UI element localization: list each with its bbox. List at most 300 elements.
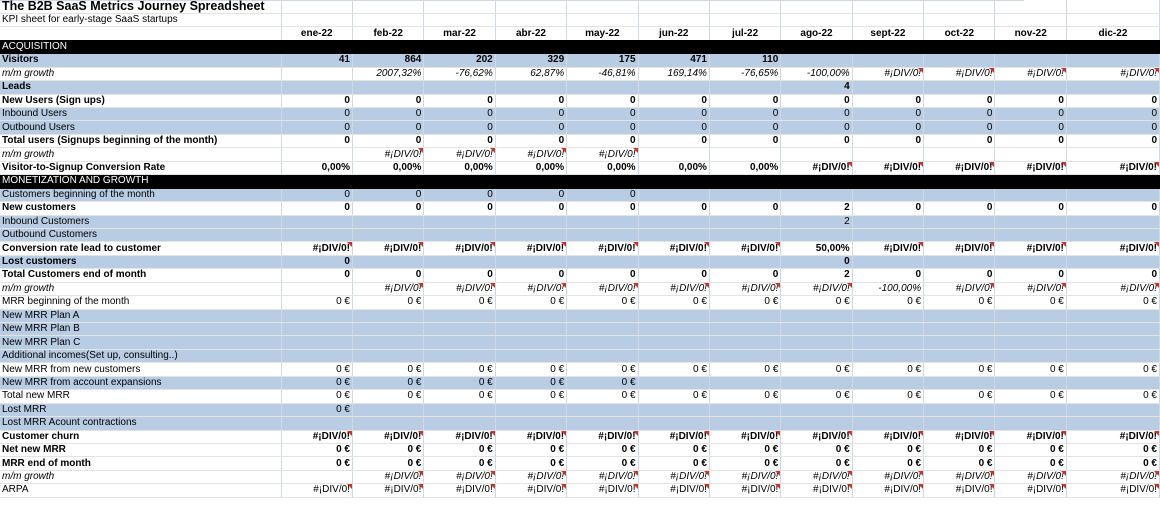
- value-cell[interactable]: 2007,32%: [352, 67, 423, 80]
- value-cell[interactable]: 0: [424, 188, 495, 201]
- value-cell[interactable]: [924, 336, 995, 349]
- value-cell[interactable]: #¡DIV/0!: [281, 484, 352, 497]
- value-cell[interactable]: [995, 376, 1066, 389]
- value-cell[interactable]: [281, 148, 352, 161]
- value-cell[interactable]: #¡DIV/0!: [852, 242, 923, 255]
- value-cell[interactable]: #¡DIV/0!: [852, 470, 923, 483]
- value-cell[interactable]: 0 €: [495, 296, 566, 309]
- section-label[interactable]: MONETIZATION AND GROWTH: [0, 175, 281, 188]
- value-cell[interactable]: [424, 255, 495, 268]
- value-cell[interactable]: 0: [495, 94, 566, 107]
- cell[interactable]: [638, 0, 709, 13]
- value-cell[interactable]: 329: [495, 54, 566, 67]
- value-cell[interactable]: [424, 228, 495, 241]
- value-cell[interactable]: 0: [352, 269, 423, 282]
- month-header-mar-22[interactable]: mar-22: [424, 27, 495, 40]
- value-cell[interactable]: [1066, 309, 1159, 322]
- value-cell[interactable]: [638, 215, 709, 228]
- row-label[interactable]: Additional incomes(Set up, consulting..): [0, 349, 281, 362]
- value-cell[interactable]: [638, 417, 709, 430]
- value-cell[interactable]: [852, 54, 923, 67]
- value-cell[interactable]: 0 €: [1066, 363, 1159, 376]
- value-cell[interactable]: 0: [638, 121, 709, 134]
- value-cell[interactable]: [852, 81, 923, 94]
- value-cell[interactable]: [638, 309, 709, 322]
- value-cell[interactable]: #¡DIV/0!: [709, 242, 780, 255]
- value-cell[interactable]: [281, 417, 352, 430]
- value-cell[interactable]: [424, 336, 495, 349]
- value-cell[interactable]: 0: [995, 121, 1066, 134]
- value-cell[interactable]: [1066, 215, 1159, 228]
- value-cell[interactable]: [281, 349, 352, 362]
- value-cell[interactable]: [638, 148, 709, 161]
- value-cell[interactable]: 0: [995, 202, 1066, 215]
- value-cell[interactable]: 0: [781, 121, 852, 134]
- value-cell[interactable]: [567, 228, 638, 241]
- value-cell[interactable]: [567, 323, 638, 336]
- value-cell[interactable]: [352, 336, 423, 349]
- value-cell[interactable]: 110: [709, 54, 780, 67]
- value-cell[interactable]: [709, 349, 780, 362]
- value-cell[interactable]: 0: [352, 108, 423, 121]
- row-label[interactable]: Lost customers: [0, 255, 281, 268]
- value-cell[interactable]: #¡DIV/0!: [567, 430, 638, 443]
- value-cell[interactable]: [1066, 148, 1159, 161]
- value-cell[interactable]: [281, 81, 352, 94]
- value-cell[interactable]: [709, 215, 780, 228]
- value-cell[interactable]: 0: [852, 94, 923, 107]
- value-cell[interactable]: [924, 81, 995, 94]
- value-cell[interactable]: 0 €: [638, 296, 709, 309]
- value-cell[interactable]: 0: [781, 255, 852, 268]
- section-label[interactable]: ACQUISITION: [0, 40, 281, 53]
- value-cell[interactable]: [852, 376, 923, 389]
- row-label[interactable]: Net new MRR: [0, 443, 281, 456]
- value-cell[interactable]: 0 €: [852, 390, 923, 403]
- value-cell[interactable]: 0 €: [567, 457, 638, 470]
- value-cell[interactable]: 0 €: [495, 443, 566, 456]
- row-label[interactable]: Inbound Customers: [0, 215, 281, 228]
- value-cell[interactable]: 0: [495, 121, 566, 134]
- row-label[interactable]: Customer churn: [0, 430, 281, 443]
- value-cell[interactable]: [567, 403, 638, 416]
- value-cell[interactable]: #¡DIV/0!: [495, 148, 566, 161]
- value-cell[interactable]: 0: [495, 188, 566, 201]
- value-cell[interactable]: [281, 309, 352, 322]
- value-cell[interactable]: 2: [781, 202, 852, 215]
- value-cell[interactable]: #¡DIV/0!: [567, 470, 638, 483]
- value-cell[interactable]: [709, 188, 780, 201]
- value-cell[interactable]: 0 €: [1066, 443, 1159, 456]
- value-cell[interactable]: [995, 228, 1066, 241]
- value-cell[interactable]: [924, 215, 995, 228]
- cell[interactable]: [281, 0, 352, 13]
- value-cell[interactable]: #¡DIV/0!: [567, 282, 638, 295]
- value-cell[interactable]: #¡DIV/0!: [924, 430, 995, 443]
- value-cell[interactable]: [781, 148, 852, 161]
- cell[interactable]: [924, 13, 995, 26]
- value-cell[interactable]: 0: [924, 121, 995, 134]
- sheet-subtitle[interactable]: KPI sheet for early-stage SaaS startups: [0, 13, 281, 26]
- value-cell[interactable]: 0: [281, 255, 352, 268]
- value-cell[interactable]: [424, 81, 495, 94]
- value-cell[interactable]: 4: [781, 81, 852, 94]
- cell[interactable]: [638, 13, 709, 26]
- value-cell[interactable]: [995, 215, 1066, 228]
- value-cell[interactable]: 0 €: [424, 443, 495, 456]
- row-label[interactable]: Visitor-to-Signup Conversion Rate: [0, 161, 281, 174]
- cell[interactable]: [424, 0, 495, 13]
- value-cell[interactable]: #¡DIV/0!: [495, 282, 566, 295]
- value-cell[interactable]: #¡DIV/0!: [781, 161, 852, 174]
- value-cell[interactable]: 0: [567, 94, 638, 107]
- value-cell[interactable]: 50,00%: [781, 242, 852, 255]
- value-cell[interactable]: 0 €: [995, 363, 1066, 376]
- value-cell[interactable]: 0: [709, 121, 780, 134]
- cell[interactable]: [852, 13, 923, 26]
- month-header-dic-22[interactable]: dic-22: [1066, 27, 1159, 40]
- value-cell[interactable]: [852, 188, 923, 201]
- value-cell[interactable]: 0: [281, 108, 352, 121]
- value-cell[interactable]: #¡DIV/0!: [567, 242, 638, 255]
- value-cell[interactable]: #¡DIV/0!: [495, 242, 566, 255]
- value-cell[interactable]: 0: [924, 108, 995, 121]
- value-cell[interactable]: [495, 81, 566, 94]
- value-cell[interactable]: [281, 323, 352, 336]
- value-cell[interactable]: 0 €: [567, 390, 638, 403]
- value-cell[interactable]: #¡DIV/0!: [495, 470, 566, 483]
- value-cell[interactable]: 0 €: [852, 443, 923, 456]
- cell[interactable]: [781, 13, 852, 26]
- value-cell[interactable]: [495, 309, 566, 322]
- value-cell[interactable]: 0: [709, 134, 780, 147]
- month-header-nov-22[interactable]: nov-22: [995, 27, 1066, 40]
- value-cell[interactable]: 0 €: [1066, 457, 1159, 470]
- value-cell[interactable]: 0 €: [709, 443, 780, 456]
- cell[interactable]: [567, 0, 638, 13]
- value-cell[interactable]: [1066, 336, 1159, 349]
- row-label[interactable]: MRR beginning of the month: [0, 296, 281, 309]
- value-cell[interactable]: #¡DIV/0!: [281, 242, 352, 255]
- value-cell[interactable]: 0: [424, 94, 495, 107]
- row-label[interactable]: Lost MRR: [0, 403, 281, 416]
- value-cell[interactable]: 0,00%: [424, 161, 495, 174]
- value-cell[interactable]: 0 €: [424, 363, 495, 376]
- row-label[interactable]: New MRR from new customers: [0, 363, 281, 376]
- sheet-title[interactable]: The B2B SaaS Metrics Journey Spreadsheet: [0, 0, 281, 13]
- row-label[interactable]: MRR end of month: [0, 457, 281, 470]
- value-cell[interactable]: [567, 215, 638, 228]
- value-cell[interactable]: #¡DIV/0!: [781, 484, 852, 497]
- value-cell[interactable]: 0 €: [638, 363, 709, 376]
- value-cell[interactable]: #¡DIV/0!: [352, 148, 423, 161]
- cell[interactable]: [852, 0, 923, 13]
- value-cell[interactable]: [638, 336, 709, 349]
- value-cell[interactable]: 471: [638, 54, 709, 67]
- value-cell[interactable]: 0 €: [281, 403, 352, 416]
- value-cell[interactable]: [852, 215, 923, 228]
- row-label[interactable]: m/m growth: [0, 282, 281, 295]
- row-label[interactable]: New MRR from account expansions: [0, 376, 281, 389]
- cell[interactable]: [995, 0, 1066, 13]
- value-cell[interactable]: [709, 376, 780, 389]
- value-cell[interactable]: 0: [567, 121, 638, 134]
- value-cell[interactable]: 0: [781, 134, 852, 147]
- value-cell[interactable]: 0: [567, 202, 638, 215]
- value-cell[interactable]: [995, 336, 1066, 349]
- value-cell[interactable]: 0 €: [567, 376, 638, 389]
- value-cell[interactable]: 0: [638, 94, 709, 107]
- value-cell[interactable]: 0: [567, 134, 638, 147]
- value-cell[interactable]: 0 €: [424, 390, 495, 403]
- value-cell[interactable]: [352, 255, 423, 268]
- value-cell[interactable]: [638, 81, 709, 94]
- value-cell[interactable]: #¡DIV/0!: [924, 470, 995, 483]
- value-cell[interactable]: 0 €: [709, 390, 780, 403]
- month-header-abr-22[interactable]: abr-22: [495, 27, 566, 40]
- value-cell[interactable]: 0 €: [424, 296, 495, 309]
- value-cell[interactable]: 0 €: [995, 296, 1066, 309]
- cell[interactable]: [1066, 13, 1159, 26]
- value-cell[interactable]: #¡DIV/0!: [424, 282, 495, 295]
- month-header-sept-22[interactable]: sept-22: [852, 27, 923, 40]
- value-cell[interactable]: [995, 323, 1066, 336]
- value-cell[interactable]: 0: [424, 269, 495, 282]
- value-cell[interactable]: 0: [567, 188, 638, 201]
- value-cell[interactable]: [638, 255, 709, 268]
- value-cell[interactable]: [281, 282, 352, 295]
- cell[interactable]: [495, 13, 566, 26]
- value-cell[interactable]: [781, 323, 852, 336]
- row-label[interactable]: m/m growth: [0, 148, 281, 161]
- value-cell[interactable]: 0 €: [352, 390, 423, 403]
- month-header-feb-22[interactable]: feb-22: [352, 27, 423, 40]
- value-cell[interactable]: -76,65%: [709, 67, 780, 80]
- value-cell[interactable]: 0,00%: [352, 161, 423, 174]
- row-label[interactable]: Visitors: [0, 54, 281, 67]
- row-label[interactable]: New Users (Sign ups): [0, 94, 281, 107]
- value-cell[interactable]: 0: [852, 134, 923, 147]
- value-cell[interactable]: 0: [495, 108, 566, 121]
- value-cell[interactable]: [852, 349, 923, 362]
- value-cell[interactable]: [424, 403, 495, 416]
- value-cell[interactable]: 0: [638, 134, 709, 147]
- value-cell[interactable]: [1066, 349, 1159, 362]
- value-cell[interactable]: [995, 309, 1066, 322]
- value-cell[interactable]: 0 €: [281, 457, 352, 470]
- value-cell[interactable]: [495, 349, 566, 362]
- value-cell[interactable]: 202: [424, 54, 495, 67]
- value-cell[interactable]: 0: [1066, 134, 1159, 147]
- value-cell[interactable]: #¡DIV/0!: [1066, 242, 1159, 255]
- value-cell[interactable]: [281, 215, 352, 228]
- value-cell[interactable]: -100,00%: [781, 67, 852, 80]
- value-cell[interactable]: 0: [281, 94, 352, 107]
- value-cell[interactable]: [352, 403, 423, 416]
- value-cell[interactable]: 0: [1066, 202, 1159, 215]
- value-cell[interactable]: 0: [638, 108, 709, 121]
- value-cell[interactable]: [1066, 417, 1159, 430]
- value-cell[interactable]: 0 €: [638, 457, 709, 470]
- value-cell[interactable]: [495, 403, 566, 416]
- value-cell[interactable]: 0: [281, 121, 352, 134]
- value-cell[interactable]: [638, 403, 709, 416]
- value-cell[interactable]: [638, 323, 709, 336]
- value-cell[interactable]: 0: [638, 202, 709, 215]
- value-cell[interactable]: 0,00%: [638, 161, 709, 174]
- value-cell[interactable]: 0: [709, 108, 780, 121]
- value-cell[interactable]: #¡DIV/0!: [709, 484, 780, 497]
- value-cell[interactable]: 0,00%: [709, 161, 780, 174]
- value-cell[interactable]: #¡DIV/0!: [995, 282, 1066, 295]
- value-cell[interactable]: 0 €: [709, 296, 780, 309]
- row-label[interactable]: Total new MRR: [0, 390, 281, 403]
- value-cell[interactable]: 2: [781, 269, 852, 282]
- value-cell[interactable]: [781, 309, 852, 322]
- value-cell[interactable]: 0: [281, 269, 352, 282]
- value-cell[interactable]: [781, 376, 852, 389]
- value-cell[interactable]: #¡DIV/0!: [281, 430, 352, 443]
- value-cell[interactable]: [995, 349, 1066, 362]
- value-cell[interactable]: 0 €: [995, 457, 1066, 470]
- value-cell[interactable]: 0 €: [638, 443, 709, 456]
- value-cell[interactable]: 0 €: [995, 443, 1066, 456]
- value-cell[interactable]: #¡DIV/0!: [781, 430, 852, 443]
- value-cell[interactable]: [924, 54, 995, 67]
- value-cell[interactable]: 0: [924, 134, 995, 147]
- value-cell[interactable]: 0: [281, 134, 352, 147]
- value-cell[interactable]: 0 €: [352, 376, 423, 389]
- row-label[interactable]: Total users (Signups beginning of the month): [0, 134, 281, 147]
- value-cell[interactable]: #¡DIV/0!: [1066, 282, 1159, 295]
- value-cell[interactable]: [1066, 54, 1159, 67]
- value-cell[interactable]: 0: [424, 202, 495, 215]
- value-cell[interactable]: 0 €: [352, 457, 423, 470]
- value-cell[interactable]: [781, 349, 852, 362]
- value-cell[interactable]: #¡DIV/0!: [1066, 430, 1159, 443]
- value-cell[interactable]: [495, 255, 566, 268]
- value-cell[interactable]: 0 €: [352, 363, 423, 376]
- value-cell[interactable]: 0 €: [781, 296, 852, 309]
- value-cell[interactable]: 0: [567, 269, 638, 282]
- value-cell[interactable]: 0 €: [924, 296, 995, 309]
- value-cell[interactable]: [709, 309, 780, 322]
- value-cell[interactable]: #¡DIV/0!: [424, 242, 495, 255]
- value-cell[interactable]: 0: [924, 94, 995, 107]
- cell[interactable]: [567, 13, 638, 26]
- value-cell[interactable]: 0 €: [781, 457, 852, 470]
- value-cell[interactable]: -76,62%: [424, 67, 495, 80]
- value-cell[interactable]: 0: [567, 108, 638, 121]
- value-cell[interactable]: 0 €: [424, 457, 495, 470]
- value-cell[interactable]: [709, 403, 780, 416]
- value-cell[interactable]: [352, 309, 423, 322]
- value-cell[interactable]: [852, 228, 923, 241]
- value-cell[interactable]: 0: [709, 94, 780, 107]
- row-label[interactable]: Leads: [0, 81, 281, 94]
- value-cell[interactable]: #¡DIV/0!: [852, 161, 923, 174]
- value-cell[interactable]: [281, 470, 352, 483]
- value-cell[interactable]: [924, 188, 995, 201]
- cell[interactable]: [495, 0, 566, 13]
- value-cell[interactable]: 0 €: [495, 457, 566, 470]
- value-cell[interactable]: #¡DIV/0!: [1066, 470, 1159, 483]
- value-cell[interactable]: [995, 54, 1066, 67]
- value-cell[interactable]: [924, 349, 995, 362]
- value-cell[interactable]: [281, 67, 352, 80]
- value-cell[interactable]: [567, 255, 638, 268]
- value-cell[interactable]: 0: [852, 108, 923, 121]
- value-cell[interactable]: 0: [495, 269, 566, 282]
- value-cell[interactable]: [495, 215, 566, 228]
- cell[interactable]: [424, 13, 495, 26]
- value-cell[interactable]: 0: [709, 269, 780, 282]
- value-cell[interactable]: 0 €: [281, 443, 352, 456]
- value-cell[interactable]: 0 €: [1066, 390, 1159, 403]
- value-cell[interactable]: [995, 403, 1066, 416]
- value-cell[interactable]: #¡DIV/0!: [995, 242, 1066, 255]
- value-cell[interactable]: #¡DIV/0!: [638, 470, 709, 483]
- value-cell[interactable]: 41: [281, 54, 352, 67]
- value-cell[interactable]: #¡DIV/0!: [424, 430, 495, 443]
- value-cell[interactable]: [995, 148, 1066, 161]
- value-cell[interactable]: 0: [281, 188, 352, 201]
- value-cell[interactable]: #¡DIV/0!: [924, 161, 995, 174]
- value-cell[interactable]: #¡DIV/0!: [352, 470, 423, 483]
- row-label[interactable]: Outbound Customers: [0, 228, 281, 241]
- value-cell[interactable]: [1066, 403, 1159, 416]
- value-cell[interactable]: #¡DIV/0!: [638, 430, 709, 443]
- value-cell[interactable]: [495, 323, 566, 336]
- value-cell[interactable]: -100,00%: [852, 282, 923, 295]
- value-cell[interactable]: #¡DIV/0!: [1066, 484, 1159, 497]
- value-cell[interactable]: 0: [1066, 269, 1159, 282]
- value-cell[interactable]: #¡DIV/0!: [852, 67, 923, 80]
- value-cell[interactable]: 0: [495, 134, 566, 147]
- value-cell[interactable]: [1066, 376, 1159, 389]
- cell[interactable]: [709, 0, 780, 13]
- value-cell[interactable]: [852, 417, 923, 430]
- value-cell[interactable]: 0 €: [567, 443, 638, 456]
- value-cell[interactable]: [852, 148, 923, 161]
- value-cell[interactable]: #¡DIV/0!: [709, 470, 780, 483]
- value-cell[interactable]: [424, 309, 495, 322]
- value-cell[interactable]: [852, 336, 923, 349]
- value-cell[interactable]: [852, 255, 923, 268]
- value-cell[interactable]: [495, 336, 566, 349]
- row-label[interactable]: Inbound Users: [0, 108, 281, 121]
- value-cell[interactable]: [709, 81, 780, 94]
- value-cell[interactable]: [1066, 188, 1159, 201]
- row-label[interactable]: New MRR Plan A: [0, 309, 281, 322]
- value-cell[interactable]: #¡DIV/0!: [709, 282, 780, 295]
- value-cell[interactable]: [1066, 228, 1159, 241]
- value-cell[interactable]: 0 €: [781, 390, 852, 403]
- value-cell[interactable]: [638, 188, 709, 201]
- value-cell[interactable]: 0 €: [281, 390, 352, 403]
- value-cell[interactable]: 0 €: [281, 296, 352, 309]
- value-cell[interactable]: [567, 309, 638, 322]
- value-cell[interactable]: [638, 376, 709, 389]
- value-cell[interactable]: #¡DIV/0!: [567, 148, 638, 161]
- value-cell[interactable]: 175: [567, 54, 638, 67]
- value-cell[interactable]: 0: [352, 202, 423, 215]
- row-label[interactable]: New MRR Plan B: [0, 323, 281, 336]
- value-cell[interactable]: 864: [352, 54, 423, 67]
- value-cell[interactable]: 0 €: [781, 363, 852, 376]
- value-cell[interactable]: 0 €: [924, 457, 995, 470]
- value-cell[interactable]: [995, 188, 1066, 201]
